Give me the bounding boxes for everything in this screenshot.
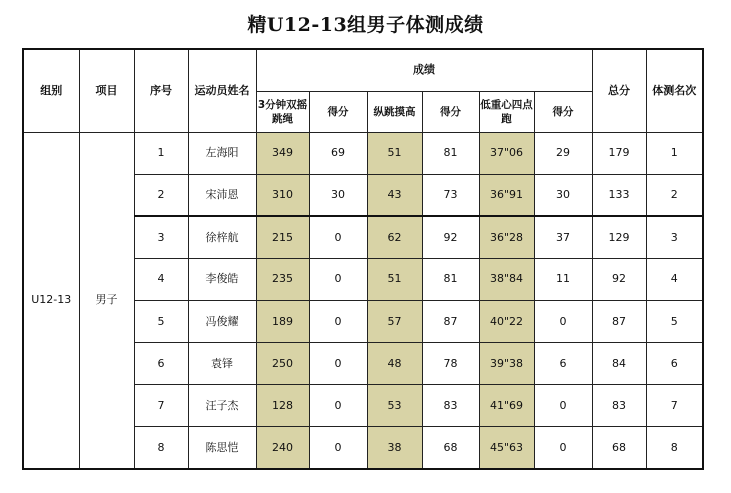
jump-cell: 53 [367, 385, 422, 427]
rank-cell: 1 [646, 132, 703, 174]
points-1-cell: 69 [309, 132, 367, 174]
jump-cell: 62 [367, 216, 422, 258]
seq-cell: 5 [134, 301, 188, 343]
header-group: 组别 [23, 49, 79, 132]
rope-cell: 250 [256, 343, 309, 385]
points-1-cell: 0 [309, 343, 367, 385]
points-3-cell: 37 [534, 216, 592, 258]
score-table [22, 48, 704, 470]
name-cell: 陈思恺 [188, 427, 256, 469]
group-cell: U12-13 [23, 132, 79, 469]
jump-cell: 51 [367, 258, 422, 300]
seq-cell: 1 [134, 132, 188, 174]
points-1-cell: 30 [309, 174, 367, 216]
rope-cell: 240 [256, 427, 309, 469]
points-2-cell: 87 [422, 301, 479, 343]
points-3-cell: 0 [534, 301, 592, 343]
points-2-cell: 73 [422, 174, 479, 216]
points-3-cell: 6 [534, 343, 592, 385]
rank-cell: 2 [646, 174, 703, 216]
rank-cell: 3 [646, 216, 703, 258]
run-cell: 41"69 [479, 385, 534, 427]
seq-cell: 7 [134, 385, 188, 427]
points-3-cell: 0 [534, 385, 592, 427]
rope-cell: 310 [256, 174, 309, 216]
run-cell: 36"91 [479, 174, 534, 216]
total-cell: 129 [592, 216, 646, 258]
points-1-cell: 0 [309, 427, 367, 469]
header-total: 总分 [592, 49, 646, 132]
name-cell: 汪子杰 [188, 385, 256, 427]
name-cell: 左海阳 [188, 132, 256, 174]
rope-cell: 128 [256, 385, 309, 427]
points-2-cell: 81 [422, 258, 479, 300]
jump-cell: 43 [367, 174, 422, 216]
total-cell: 83 [592, 385, 646, 427]
header-seq: 序号 [134, 49, 188, 132]
points-2-cell: 68 [422, 427, 479, 469]
header-points-2: 得分 [422, 91, 479, 132]
total-cell: 68 [592, 427, 646, 469]
jump-cell: 51 [367, 132, 422, 174]
points-2-cell: 81 [422, 132, 479, 174]
points-1-cell: 0 [309, 258, 367, 300]
seq-cell: 4 [134, 258, 188, 300]
rope-cell: 235 [256, 258, 309, 300]
rope-cell: 215 [256, 216, 309, 258]
rank-cell: 7 [646, 385, 703, 427]
name-cell: 宋沛恩 [188, 174, 256, 216]
points-2-cell: 83 [422, 385, 479, 427]
header-points-3: 得分 [534, 91, 592, 132]
jump-cell: 57 [367, 301, 422, 343]
total-cell: 179 [592, 132, 646, 174]
points-3-cell: 29 [534, 132, 592, 174]
points-3-cell: 0 [534, 427, 592, 469]
rank-cell: 6 [646, 343, 703, 385]
page-title: 精U12-13组男子体测成绩 [247, 14, 484, 36]
total-cell: 84 [592, 343, 646, 385]
points-1-cell: 0 [309, 301, 367, 343]
points-2-cell: 92 [422, 216, 479, 258]
points-1-cell: 0 [309, 385, 367, 427]
jump-cell: 48 [367, 343, 422, 385]
seq-cell: 3 [134, 216, 188, 258]
table-row [23, 132, 703, 174]
run-cell: 45"63 [479, 427, 534, 469]
seq-cell: 2 [134, 174, 188, 216]
rank-cell: 8 [646, 427, 703, 469]
header-row [23, 49, 703, 91]
points-3-cell: 11 [534, 258, 592, 300]
points-3-cell: 30 [534, 174, 592, 216]
header-scores: 成绩 [256, 49, 592, 91]
rope-cell: 349 [256, 132, 309, 174]
rope-cell: 189 [256, 301, 309, 343]
run-cell: 39"38 [479, 343, 534, 385]
total-cell: 92 [592, 258, 646, 300]
item-cell: 男子 [79, 132, 134, 469]
jump-cell: 38 [367, 427, 422, 469]
run-cell: 38"84 [479, 258, 534, 300]
run-cell: 40"22 [479, 301, 534, 343]
header-item: 项目 [79, 49, 134, 132]
header-run: 低重心四点跑 [479, 91, 534, 132]
rank-cell: 5 [646, 301, 703, 343]
name-cell: 冯俊耀 [188, 301, 256, 343]
points-1-cell: 0 [309, 216, 367, 258]
name-cell: 袁铎 [188, 343, 256, 385]
run-cell: 37"06 [479, 132, 534, 174]
name-cell: 李俊皓 [188, 258, 256, 300]
points-2-cell: 78 [422, 343, 479, 385]
name-cell: 徐梓航 [188, 216, 256, 258]
seq-cell: 8 [134, 427, 188, 469]
header-rank: 体测名次 [646, 49, 703, 132]
header-rope: 3分钟双摇跳绳 [256, 91, 309, 132]
header-points-1: 得分 [309, 91, 367, 132]
total-cell: 133 [592, 174, 646, 216]
run-cell: 36"28 [479, 216, 534, 258]
header-jump: 纵跳摸高 [367, 91, 422, 132]
seq-cell: 6 [134, 343, 188, 385]
total-cell: 87 [592, 301, 646, 343]
rank-cell: 4 [646, 258, 703, 300]
header-name: 运动员姓名 [188, 49, 256, 132]
